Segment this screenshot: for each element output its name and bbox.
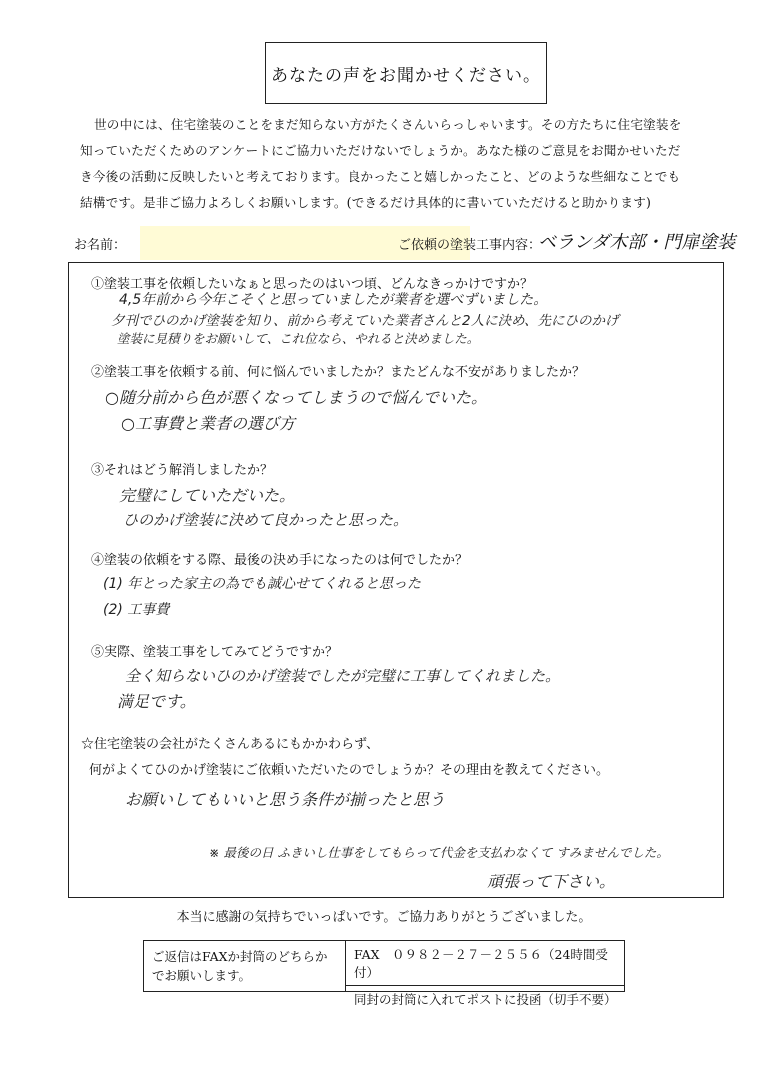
- name-row: [68, 226, 748, 260]
- fax-number: FAX ０９８２－２７－２５５６（24時間受付）: [346, 941, 624, 986]
- reply-info-table: [143, 940, 625, 1007]
- note-line-1: ※ 最後の日 ふきいし仕事をしてもらって代金を支払わなくて すみませんでした。: [209, 845, 669, 860]
- work-label: ご依頼の塗装工事内容：: [398, 238, 542, 253]
- answer-1-line-2: 夕刊でひのかげ塗装を知り、前から考えていた業者さんと2人に決め、先にひのかげ: [111, 313, 619, 329]
- answer-1-line-3: 塗装に見積りをお願いして、これ位なら、やれると決めました。: [117, 331, 480, 346]
- question-3: ③それはどう解消しましたか？: [91, 463, 274, 478]
- answer-5-line-1: 全く知らないひのかげ塗装でしたが完璧に工事してくれました。: [125, 667, 561, 685]
- final-question-line-2: 何がよくてひのかげ塗装にご依頼いただいたのでしょうか？その理由を教えてください。: [89, 763, 610, 778]
- reply-details: [346, 941, 624, 1007]
- final-question-line-1: ☆住宅塗装の会社がたくさんあるにもかかわらず、: [81, 737, 379, 752]
- note-line-2: 頑張って下さい。: [487, 872, 616, 891]
- answer-4-line-1: (1) 年とった家主の為でも誠心せてくれると思った: [103, 576, 421, 592]
- answer-3-line-1: 完璧にしていただいた。: [119, 486, 296, 505]
- final-answer: お願いしてもいいと思う条件が揃ったと思う: [125, 790, 446, 809]
- answer-1-line-1: 4,5年前から今年こそくと思っていましたが業者を選べずいました。: [119, 292, 548, 308]
- survey-title: あなたの声をお聞かせください。: [265, 42, 547, 104]
- question-4: ④塗装の依頼をする際、最後の決め手になったのは何でしたか？: [91, 553, 469, 568]
- question-5: ⑤実際、塗装工事をしてみてどうですか？: [91, 645, 339, 660]
- answer-4-line-2: (2) 工事費: [103, 602, 170, 618]
- name-label: お名前：: [74, 238, 127, 253]
- answer-2-line-1: ○随分前から色が悪くなってしまうので悩んでいた。: [105, 388, 487, 407]
- questions-box: [68, 262, 724, 898]
- question-1: ①塗装工事を依頼したいなぁと思ったのはいつ頃、どんなきっかけですか？: [91, 277, 534, 292]
- reply-method-text: ご返信はFAXか封筒のどちらかでお願いします。: [144, 941, 346, 991]
- work-value: ベランダ木部・門扉塗装: [538, 232, 736, 253]
- answer-3-line-2: ひのかげ塗装に決めて良かったと思った。: [123, 511, 409, 529]
- answer-2-line-2: ○工事費と業者の選び方: [121, 414, 295, 433]
- question-2: ②塗装工事を依頼する前、何に悩んでいましたか？またどんな不安がありましたか？: [91, 365, 586, 380]
- answer-5-line-2: 満足です。: [117, 692, 196, 711]
- envelope-instructions: 同封の封筒に入れてポストに投函（切手不要）: [354, 992, 617, 1007]
- intro-text: 世の中には、住宅塗装のことをまだ知らない方がたくさんいらっしゃいます。その方たちに住宅塗装を知っていただくためのアンケートにご協力いただけないでしょうか。あなた様のご意見をお聞かせいただき今後の活動に反映したいと考えております。良かったこと嬉しかったこと、どのような些細なことでも結構です。是非ご協力よろしくお願いします。(できるだけ具体的に書いていただけると助かります): [80, 117, 682, 210]
- thanks-text: 本当に感謝の気持ちでいっぱいです。ご協力ありがとうございました。: [176, 910, 592, 925]
